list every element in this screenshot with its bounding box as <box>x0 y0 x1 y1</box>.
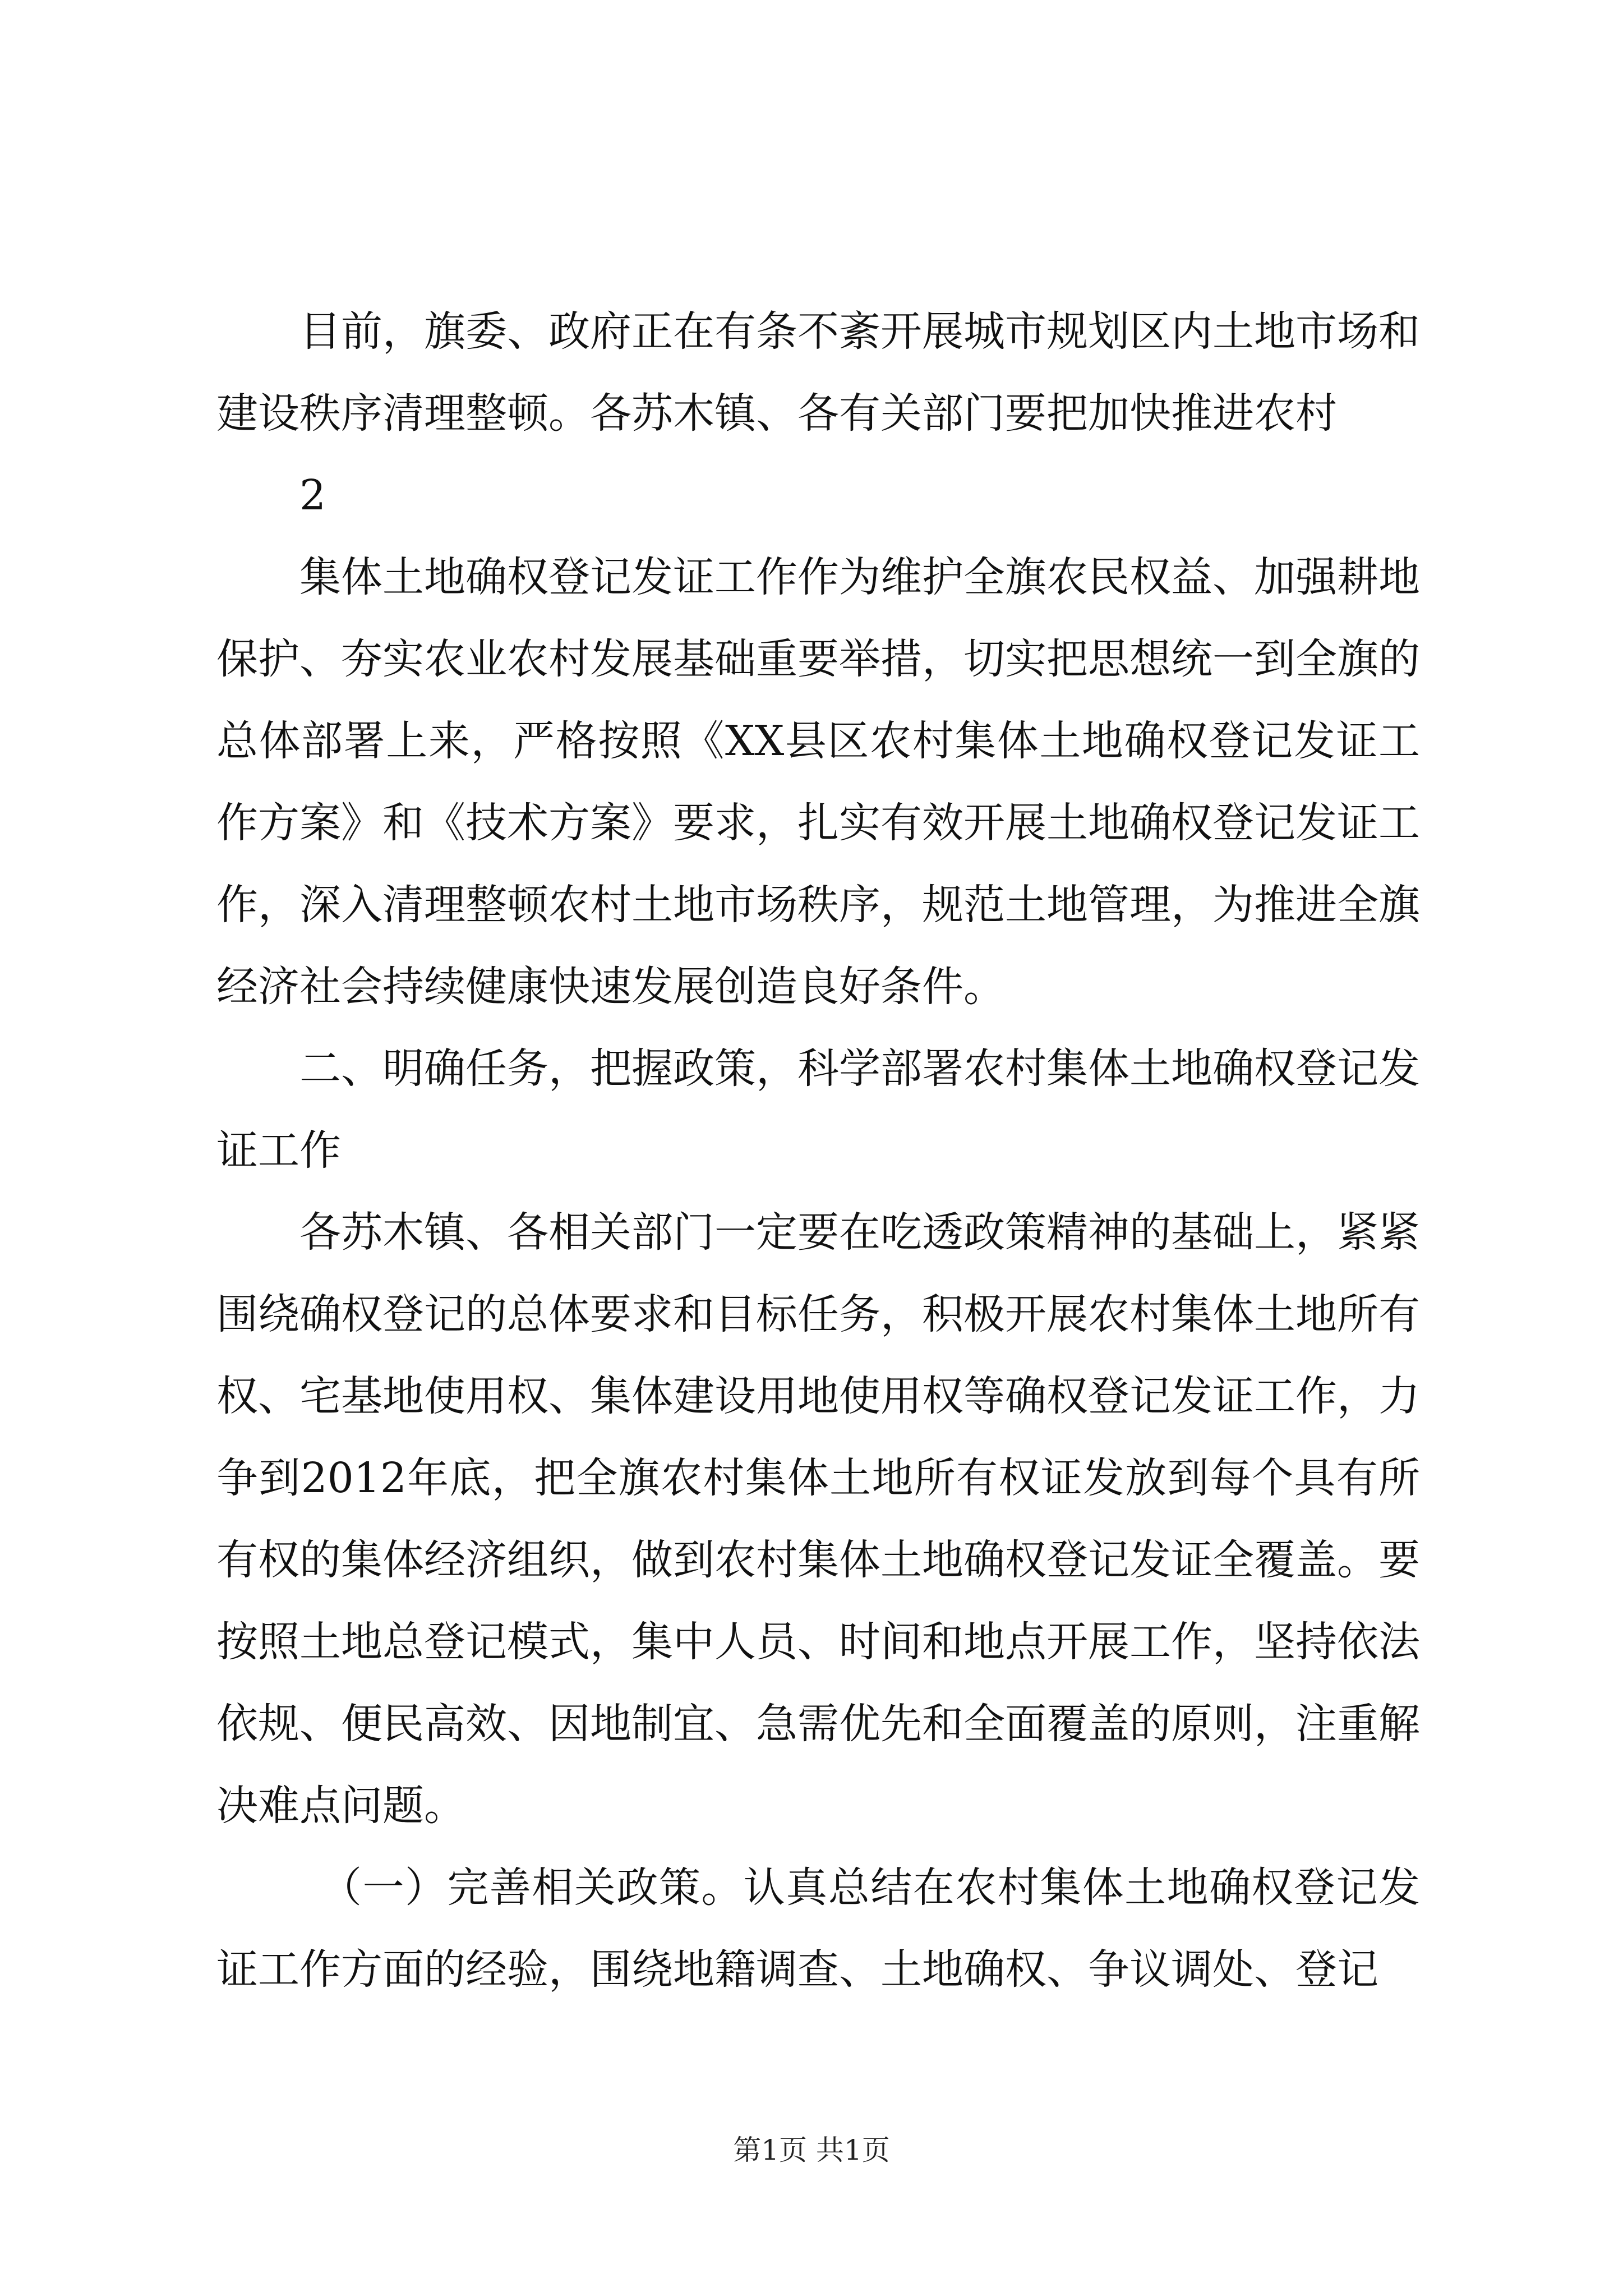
paragraph-continuation: 集体土地确权登记发证工作作为维护全旗农民权益、加强耕地保护、夯实农业农村发展基础重要举措，切实把思想统一到全旗的总体部署上来，严格按照《XX县区农村集体土地确权登记发证工作方案》和《技术方案》要求，扎实有效开展土地确权登记发证工作，深入清理整顿农村土地市场秩序，规范土地管理，为推进全旗经济社会持续健康快速发展创造良好条件。 <box>216 553 1420 1011</box>
document-body <box>216 291 1420 2010</box>
paragraph-intro: 目前，旗委、政府正在有条不紊开展城市规划区内土地市场和建设秩序清理整顿。各苏木镇、各有关部门要把加快推进农村 <box>216 307 1420 438</box>
paragraph-tasks: 各苏木镇、各相关部门一定要在吃透政策精神的基础上，紧紧围绕确权登记的总体要求和目标任务，积极开展农村集体土地所有权、宅基地使用权、集体建设用地使用权等确权登记发证工作，力争到2012年底，把全旗农村集体土地所有权证发放到每个具有所有权的集体经济组织，做到农村集体土地确权登记发证全覆盖。要按照土地总登记模式，集中人员、时间和地点开展工作，坚持依法依规、便民高效、因地制宜、急需优先和全面覆盖的原则，注重解决难点问题。 <box>216 1208 1420 1830</box>
page-footer: 第1页 共1页 <box>733 2134 890 2166</box>
section-heading-two: 二、明确任务，把握政策，科学部署农村集体土地确权登记发证工作 <box>216 1045 1420 1175</box>
paragraph-subsection-one: （一）完善相关政策。认真总结在农村集体土地确权登记发证工作方面的经验，围绕地籍调查、土地确权、争议调处、登记 <box>216 1864 1420 1994</box>
page-number-marker: 2 <box>299 471 326 519</box>
